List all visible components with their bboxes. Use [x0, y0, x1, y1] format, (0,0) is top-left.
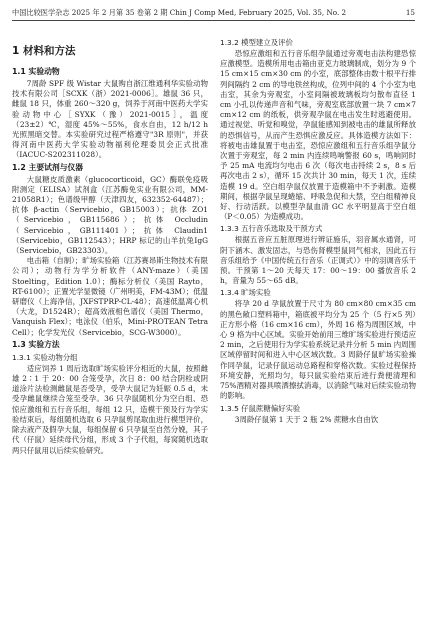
paragraph-animals: 7周龄 SPF 级 Wistar 大鼠购自浙江维通利华实验动物技术有限公司［SCXK（浙）2021-0006］。雄鼠 36 只，雌鼠 18 只，体重 260～320 g，饲养于河南中医药大学实验动物中心［SYXK（豫）2021-0015］，温度（23±2）℃，湿度 45%～55%，食水自由，12 h/12 h 光照黑暗交替。本实验研究过程严格遵守"3R 原则"，并获得河南中医药大学实验动物福利伦理委员会正式批准（IACUC-S202311028）。 — [12, 79, 208, 160]
heading-1-3-4: 1.3.4 旷场实验 — [220, 288, 271, 298]
heading-1-3-1: 1.3.1 实验动物分组 — [12, 352, 78, 362]
section-heading: 1 材料和方法 — [12, 45, 76, 57]
right-column — [220, 36, 416, 425]
heading-1-2: 1.2 主要试剂与仪器 — [12, 162, 84, 172]
paragraph-music: 根据五音应五脏原理进行辨证施乐，羽音属水通肾，可阴下涵木、激发固志，与恐伤肾模型鼠同气相求，因此五行音乐组给予《中国传统五行音乐（正调式）》中的羽调音乐干预。干预第 1～20 天每天 17：00～19：00 播放音乐 2 h，音量为 55～65 dB。 — [220, 235, 416, 286]
journal-citation: 中国比较医学杂志 2025 年 2 月第 35 卷第 2 期 Chin J Comp Med, February 2025, Vol. 35, No. 2 — [12, 8, 347, 17]
paragraph-model: 恐惊应激组和五行音乐组孕鼠通过旁观电击法构建恐惊应激模型。造模所用电击箱由亚克力玻璃制成，划分为 9 个 15 cm×15 cm×30 cm 的小室，底部整体由数十根平行排列间隔约 2 cm 的导电铁丝构成，位列中间的 4 个小室为电击室，其余为旁观室，小室间隔被玻璃板均匀散布直径 1 cm 小孔以传递声音和气味，旁观室底部放置一块 7 cm×7 cm×12 cm 的纸板，供旁观孕鼠在电击发生时逃避使用。通过视觉、听觉和嗅觉，孕鼠能感知到被电击的雄鼠所释放的恐惧信号，从而产生恐惧应激反应。具体造模方法如下：将被电击雄鼠置于电击室，恐惊应激组和五行音乐组孕鼠分次置于旁观室，每 2 min 内连续鸣响警报 60 s，鸣响同时予 25 mA 电流均匀电击 6 次（每次电击持续 2 s，8 s 后再次电击 2 s），循环 15 次共计 30 min，每天 1 次，连续造模 19 d。空白组孕鼠仅放置于造模箱中不予刺激。造模期间，根据孕鼠呈现蜷缩、呼吸急促和大禁，空白组精神良好、行动活跃。以模型孕鼠血清 GC 水平明显高于空白组（P＜0.05）为造模成功。 — [220, 49, 416, 222]
paragraph-sucrose: 3周龄仔鼠第 1 天于 2 瓶 2% 蔗糖水自由饮 — [234, 414, 379, 424]
heading-1-1: 1.1 实验动物 — [12, 67, 60, 76]
paragraph-instruments: 电击箱（自制）；旷场实验箱（江苏赛昂斯生物技术有限公司）；动物行为学分析软件（ANY-maze）（美国 Stoelting，Edition 1.0）；酶标分析仪（美国 Rayto，RT-6100）；正置光学显微镜（广州明美，FM-43M）；低温研磨仪（上海净信，JXFSTPRP-CL-48）；高速低温离心机（大龙，D1524R）；超高效液相色谱仪（美国 Thermo，Vanquish Flex）；电泳仪（伯乐，Mini-PROTEAN Tetra Cell）；化学发光仪（Servicebio，SCG-W3000）。 — [12, 256, 208, 337]
heading-1-3-5: 1.3.5 仔鼠蔗糖偏好实验 — [220, 403, 301, 413]
running-header — [12, 6, 415, 21]
heading-1-3-2: 1.3.2 模型建立及评价 — [220, 38, 293, 47]
paragraph-grouping: 适应饲养 1 周后选取旷场实验评分相近的大鼠，按照雌雄 2∶1 于 20：00 合笼受孕，次日 8：00 结合阴栓或阴道涂片法检测雌鼠是否受孕，受孕大鼠记为妊娠 0.5 d，未受孕雌鼠继续合笼至受孕。36 只孕鼠随机分为空白组、恐惊应激组和五行音乐组，每组 12 只，造模干预及行为学实验结束后，每组随机选取 6 只孕鼠剪尾取血进行模型评价，除去液产及假孕大鼠，每组保留 6 只孕鼠至自然分娩，其子代（仔鼠）延续母代分组，形成 3 个子代组，每窝随机选取两只仔鼠用以后续实验研究。 — [12, 363, 208, 455]
heading-1-3-3: 1.3.3 五行音乐选取及干预方式 — [220, 224, 323, 234]
left-column — [12, 36, 208, 456]
paragraph-open-field: 将孕 20 d 孕鼠放置于尺寸为 80 cm×80 cm×35 cm 的黑色敞口塑料箱中，箱底被平均分为 25 个（5 行×5 列）正方形小格（16 cm×16 cm），外周 16 格为周围区域，中心 9 格为中心区域。实验开始前用三维旷场实验进行预适应 2 min，之后使用行为学实验系统记录并分析 5 min 内周围区域停留时间和进入中心区域次数。3 周龄仔鼠旷场实验操作同孕鼠，记录仔鼠运动总路程和穿格次数。实验过程保持环境安静，光照均匀，每只鼠实验结束后进行粪便清理和 75%酒精对器具喷洒擦拭消毒，以消除气味对后续实验动物的影响。 — [220, 299, 416, 401]
paragraph-reagents: 大鼠糖皮质激素（glucocorticoid，GC）酶联免疫吸附测定（ELISA）试剂盒（江苏酶免实业有限公司，MM-21058R1）；色谱级甲醇（天津四友，632352-64487）；抗体 β-actin（Servicebio，GB15003）；抗体 ZO1（Servicebio，GB115686）；抗体 Occludin（Servicebio，GB111401）；抗体 Claudin1（Servicebio，GB112543）；HRP 标记的山羊抗兔IgG（Servicebio，GB23303）。 — [12, 174, 208, 256]
page-number: 15 — [405, 8, 415, 17]
heading-1-3: 1.3 实验方法 — [12, 339, 60, 349]
